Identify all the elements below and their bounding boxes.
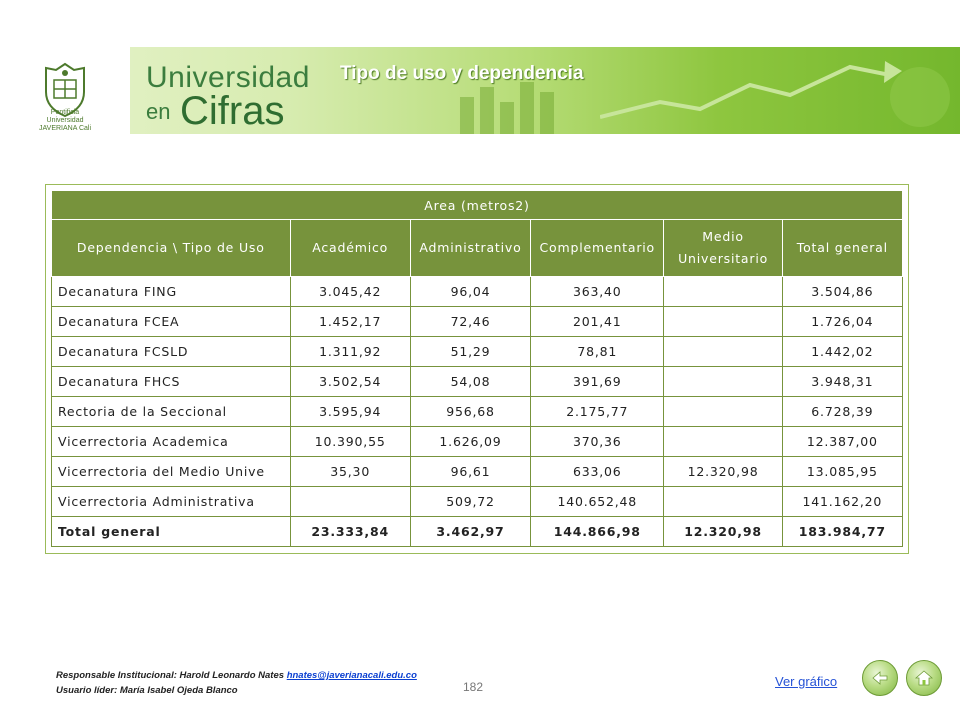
- brand-universidad: Universidad: [146, 61, 310, 94]
- cell-complementario: 363,40: [531, 277, 664, 307]
- cell-total-general: 6.728,39: [782, 397, 902, 427]
- cell-total-general: 3.948,31: [782, 367, 902, 397]
- cell-medio-universitario: [664, 337, 782, 367]
- row-label: Decanatura FCEA: [52, 307, 291, 337]
- column-header-academico: Académico: [290, 220, 410, 277]
- column-header-complementario: Complementario: [531, 220, 664, 277]
- cell-academico: 35,30: [290, 457, 410, 487]
- cell-academico: [290, 487, 410, 517]
- cell-academico: 1.311,92: [290, 337, 410, 367]
- leader-line: Usuario líder: María Isabel Ojeda Blanco: [56, 685, 238, 696]
- cell-total-general: 13.085,95: [782, 457, 902, 487]
- table-top-header: Area (metros2): [52, 191, 903, 220]
- total-academico: 23.333,84: [290, 517, 410, 547]
- cell-medio-universitario: [664, 427, 782, 457]
- page-number: 182: [463, 680, 484, 694]
- cell-administrativo: 51,29: [410, 337, 530, 367]
- row-label: Decanatura FCSLD: [52, 337, 291, 367]
- total-medio-universitario: 12.320,98: [664, 517, 782, 547]
- table-row: [52, 337, 903, 367]
- column-header-administrativo: Administrativo: [410, 220, 530, 277]
- ver-grafico-link[interactable]: Ver gráfico: [775, 674, 838, 689]
- total-general: 183.984,77: [782, 517, 902, 547]
- cell-complementario: 391,69: [531, 367, 664, 397]
- trend-arrow-icon: [600, 47, 960, 134]
- back-arrow-icon: [870, 668, 890, 688]
- table-frame: [45, 184, 909, 554]
- row-label: Vicerrectoria del Medio Unive: [52, 457, 291, 487]
- decorative-bars-icon: [420, 47, 600, 134]
- cell-academico: 3.045,42: [290, 277, 410, 307]
- total-row: [52, 517, 903, 547]
- row-label: Decanatura FING: [52, 277, 291, 307]
- total-complementario: 144.866,98: [531, 517, 664, 547]
- table-row: [52, 367, 903, 397]
- table-row: [52, 487, 903, 517]
- cell-complementario: 140.652,48: [531, 487, 664, 517]
- cell-total-general: 141.162,20: [782, 487, 902, 517]
- cell-complementario: 78,81: [531, 337, 664, 367]
- cell-medio-universitario: [664, 307, 782, 337]
- back-button[interactable]: [862, 660, 898, 696]
- cell-academico: 10.390,55: [290, 427, 410, 457]
- cell-medio-universitario: [664, 397, 782, 427]
- home-button[interactable]: [906, 660, 942, 696]
- cell-complementario: 633,06: [531, 457, 664, 487]
- cell-total-general: 3.504,86: [782, 277, 902, 307]
- cell-total-general: 12.387,00: [782, 427, 902, 457]
- row-label: Vicerrectoria Academica: [52, 427, 291, 457]
- total-administrativo: 3.462,97: [410, 517, 530, 547]
- responsible-email-link[interactable]: hnates@javerianacali.edu.co: [286, 670, 417, 681]
- home-icon: [914, 668, 934, 688]
- cell-complementario: 370,36: [531, 427, 664, 457]
- table-row: [52, 427, 903, 457]
- table-row: [52, 277, 903, 307]
- cell-administrativo: 956,68: [410, 397, 530, 427]
- cell-administrativo: 96,61: [410, 457, 530, 487]
- header-banner: [0, 47, 960, 134]
- cell-total-general: 1.442,02: [782, 337, 902, 367]
- table-row: [52, 457, 903, 487]
- responsible-line: [56, 670, 417, 681]
- table-row: [52, 397, 903, 427]
- cell-academico: 3.595,94: [290, 397, 410, 427]
- brand-cifras: Cifras: [180, 89, 285, 133]
- responsible-label: Responsable Institucional: Harold Leonardo Nates: [56, 670, 287, 681]
- logo-area: [0, 47, 130, 134]
- brand-en: en: [146, 99, 171, 124]
- page-title: Tipo de uso y dependencia: [340, 63, 584, 84]
- cell-total-general: 1.726,04: [782, 307, 902, 337]
- column-header-medio-universitario: Medio Universitario: [664, 220, 782, 277]
- cell-medio-universitario: [664, 277, 782, 307]
- row-label: Rectoria de la Seccional: [52, 397, 291, 427]
- cell-complementario: 2.175,77: [531, 397, 664, 427]
- column-header-total-general: Total general: [782, 220, 902, 277]
- cell-medio-universitario: [664, 367, 782, 397]
- row-label: Decanatura FHCS: [52, 367, 291, 397]
- cell-administrativo: 1.626,09: [410, 427, 530, 457]
- cell-academico: 3.502,54: [290, 367, 410, 397]
- logo-text: Pontificia Universidad JAVERIANA Cali: [39, 109, 91, 132]
- cell-administrativo: 54,08: [410, 367, 530, 397]
- cell-medio-universitario: [664, 487, 782, 517]
- column-header-dependencia: Dependencia \ Tipo de Uso: [52, 220, 291, 277]
- cell-complementario: 201,41: [531, 307, 664, 337]
- row-label: Vicerrectoria Administrativa: [52, 487, 291, 517]
- table-row: [52, 307, 903, 337]
- cell-administrativo: 72,46: [410, 307, 530, 337]
- cell-administrativo: 96,04: [410, 277, 530, 307]
- cell-administrativo: 509,72: [410, 487, 530, 517]
- cell-academico: 1.452,17: [290, 307, 410, 337]
- cell-medio-universitario: 12.320,98: [664, 457, 782, 487]
- area-table: [51, 190, 903, 547]
- total-label: Total general: [52, 517, 291, 547]
